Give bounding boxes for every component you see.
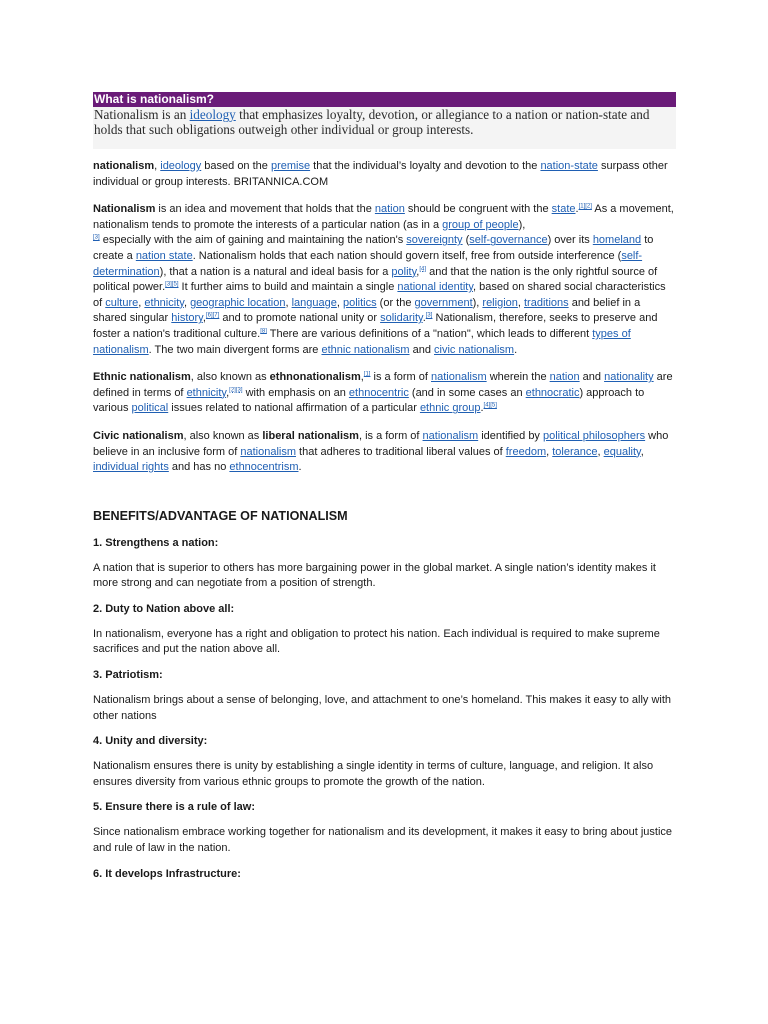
definition-text: that emphasizes loyalty, devotion, or allegiance to a nation or nation-state and holds that such obligations outweigh other individual or group interests.	[94, 107, 650, 137]
link-freedom[interactable]: freedom	[505, 445, 547, 458]
banner-title: What is nationalism?	[94, 92, 215, 106]
benefit-title: 5. Ensure there is a rule of law:	[93, 801, 255, 814]
citation-ref[interactable]: [4][5]	[483, 402, 497, 409]
civic-nationalism-paragraph: Civic nationalism, also known as liberal nationalism, is a form of nationalism identified by political philosophers who believe in an inclusive form of nationalism that adheres to traditional liberal values of freedom, tolerance, equality, individual rights and has no ethnocentrism.	[93, 429, 669, 474]
link-individual-rights[interactable]: individual rights	[93, 461, 169, 474]
link-nation-state[interactable]: nation state	[135, 249, 193, 262]
link-ethnicity[interactable]: ethnicity	[144, 296, 184, 309]
link-nation-state[interactable]: nation-state	[540, 160, 598, 172]
link-politics[interactable]: politics	[343, 296, 377, 309]
definition-box	[93, 107, 676, 149]
citation-ref[interactable]: [6][7]	[205, 312, 220, 319]
term-ethnonationalism: ethnonationalism	[269, 371, 361, 384]
citation-ref[interactable]: [3][5]	[165, 281, 179, 288]
link-nation[interactable]: nation	[374, 203, 405, 216]
link-premise[interactable]: premise	[270, 160, 311, 172]
link-traditions[interactable]: traditions	[524, 296, 569, 309]
citation-ref[interactable]: [8]	[260, 328, 267, 335]
britannica-definition: nationalism, ideology based on the premise that the individual’s loyalty and devotion to the nation-state surpass other individual or group interests. BRITANNICA.COM	[93, 160, 668, 188]
term-ethnic-nationalism: Ethnic nationalism	[93, 371, 191, 384]
definition-text: Nationalism is an	[94, 107, 190, 122]
citation-ref[interactable]: [1]	[363, 371, 371, 378]
link-nationality[interactable]: nationality	[604, 371, 654, 384]
link-ethnocentric[interactable]: ethnocentric	[348, 386, 409, 399]
document-page	[93, 92, 676, 882]
term-nationalism: nationalism	[93, 160, 155, 172]
link-nationalism[interactable]: nationalism	[431, 371, 487, 384]
benefit-title: 4. Unity and diversity:	[93, 735, 208, 748]
link-self-governance[interactable]: self-governance	[469, 234, 548, 247]
link-civic-nationalism[interactable]: civic nationalism	[434, 343, 515, 356]
link-state[interactable]: state	[551, 203, 576, 216]
section-banner	[93, 92, 676, 107]
link-polity[interactable]: polity	[391, 265, 417, 278]
link-geographic-location[interactable]: geographic location	[190, 296, 286, 309]
link-political[interactable]: political	[131, 402, 169, 415]
link-ideology[interactable]: ideology	[189, 107, 236, 122]
benefit-text: Nationalism brings about a sense of belonging, love, and attachment to one’s homeland. This makes it easy to ally with other nations	[93, 694, 672, 722]
link-self-determination[interactable]: self-determination	[93, 249, 643, 278]
link-nationalism[interactable]: nationalism	[240, 445, 296, 458]
link-homeland[interactable]: homeland	[592, 234, 642, 247]
link-national-identity[interactable]: national identity	[397, 281, 474, 294]
citation-ref[interactable]: [3]	[93, 234, 100, 241]
link-equality[interactable]: equality	[603, 445, 641, 458]
benefits-heading: BENEFITS/ADVANTAGE OF NATIONALISM	[93, 508, 348, 523]
link-government[interactable]: government	[414, 296, 473, 309]
link-political-philosophers[interactable]: political philosophers	[543, 429, 646, 442]
ethnic-nationalism-paragraph: Ethnic nationalism, also known as ethnonationalism,[1] is a form of nationalism wherein the nation and nationality are defined in terms of ethnicity,[2][3] with emphasis on an ethnocentric (and in some cases an ethnocratic) approach to various political issues related to national affirmation of a particular ethnic group.[4][5]	[93, 371, 673, 415]
link-solidarity[interactable]: solidarity	[380, 312, 423, 325]
link-types-of-nationalism[interactable]: types of nationalism	[93, 327, 631, 356]
benefit-title: 1. Strengthens a nation:	[93, 536, 219, 549]
link-sovereignty[interactable]: sovereignty	[406, 234, 463, 247]
link-history[interactable]: history	[171, 312, 203, 325]
link-tolerance[interactable]: tolerance	[552, 445, 598, 458]
link-religion[interactable]: religion	[482, 296, 518, 309]
citation-ref[interactable]: [4]	[419, 265, 427, 272]
benefit-title: 2. Duty to Nation above all:	[93, 602, 235, 615]
term-civic-nationalism: Civic nationalism	[93, 429, 184, 442]
benefit-title: 6. It develops Infrastructure:	[93, 867, 241, 880]
nationalism-paragraph: Nationalism is an idea and movement that holds that the nation should be congruent with the state.[1][2] As a movement, nationalism tends to promote the interests of a particular nation (as in a group of people), [3] especially with the aim of gaining and maintaining the nation's sovereignty (self-governance) over its homeland to create a nation state. Nationalism holds that each nation should govern itself, free from outside interference (self-determination), that a nation is a natural and ideal basis for a polity,[4] and that the nation is the only rightful source of political power.[3][5] It further aims to build and maintain a single national identity, based on shared social characteristics of culture, ethnicity, geographic location, language, politics (or the government), religion, traditions and belief in a shared singular history,[6][7] and to promote national unity or solidarity.[3] Nationalism, therefore, seeks to preserve and foster a nation's traditional culture.[8] There are various definitions of a "nation", which leads to different types of nationalism. The two main divergent forms are ethnic nationalism and civic nationalism.	[93, 203, 674, 356]
term-liberal-nationalism: liberal nationalism	[262, 429, 359, 442]
link-ethnocentrism[interactable]: ethnocentrism	[229, 461, 299, 474]
link-language[interactable]: language	[291, 296, 337, 309]
benefit-title: 3. Patriotism:	[93, 669, 163, 682]
link-group-of-people[interactable]: group of people	[442, 218, 519, 231]
term-nationalism: Nationalism	[93, 203, 156, 216]
link-culture[interactable]: culture	[105, 296, 139, 309]
citation-ref[interactable]: [2][3]	[229, 387, 243, 394]
link-nation[interactable]: nation	[549, 371, 580, 384]
link-ethnic-group[interactable]: ethnic group	[419, 402, 481, 415]
citation-ref[interactable]: [1][2]	[578, 203, 592, 210]
benefit-text: Since nationalism embrace working together for nationalism and its development, it makes it easy to bring about justice and rule of law in the nation.	[93, 826, 673, 855]
benefit-text: A nation that is superior to others has more bargaining power in the global market. A single nation’s identity makes it more strong and can negotiate from a position of strength.	[93, 561, 656, 590]
link-nationalism[interactable]: nationalism	[422, 429, 479, 442]
link-ethnic-nationalism[interactable]: ethnic nationalism	[321, 343, 410, 356]
benefit-text: Nationalism ensures there is unity by establishing a single identity in terms of culture, language, and religion. It also ensures diversity from various ethnic groups to promote the growth of the nation.	[93, 760, 654, 788]
link-ethnocratic[interactable]: ethnocratic	[525, 386, 580, 399]
link-ideology[interactable]: ideology	[160, 160, 202, 172]
citation-ref[interactable]: [3]	[425, 312, 433, 319]
benefit-text: In nationalism, everyone has a right and obligation to protect his nation. Each individual is required to make supreme sacrifices and put the nation above all.	[93, 627, 660, 656]
link-ethnicity[interactable]: ethnicity	[186, 386, 227, 399]
